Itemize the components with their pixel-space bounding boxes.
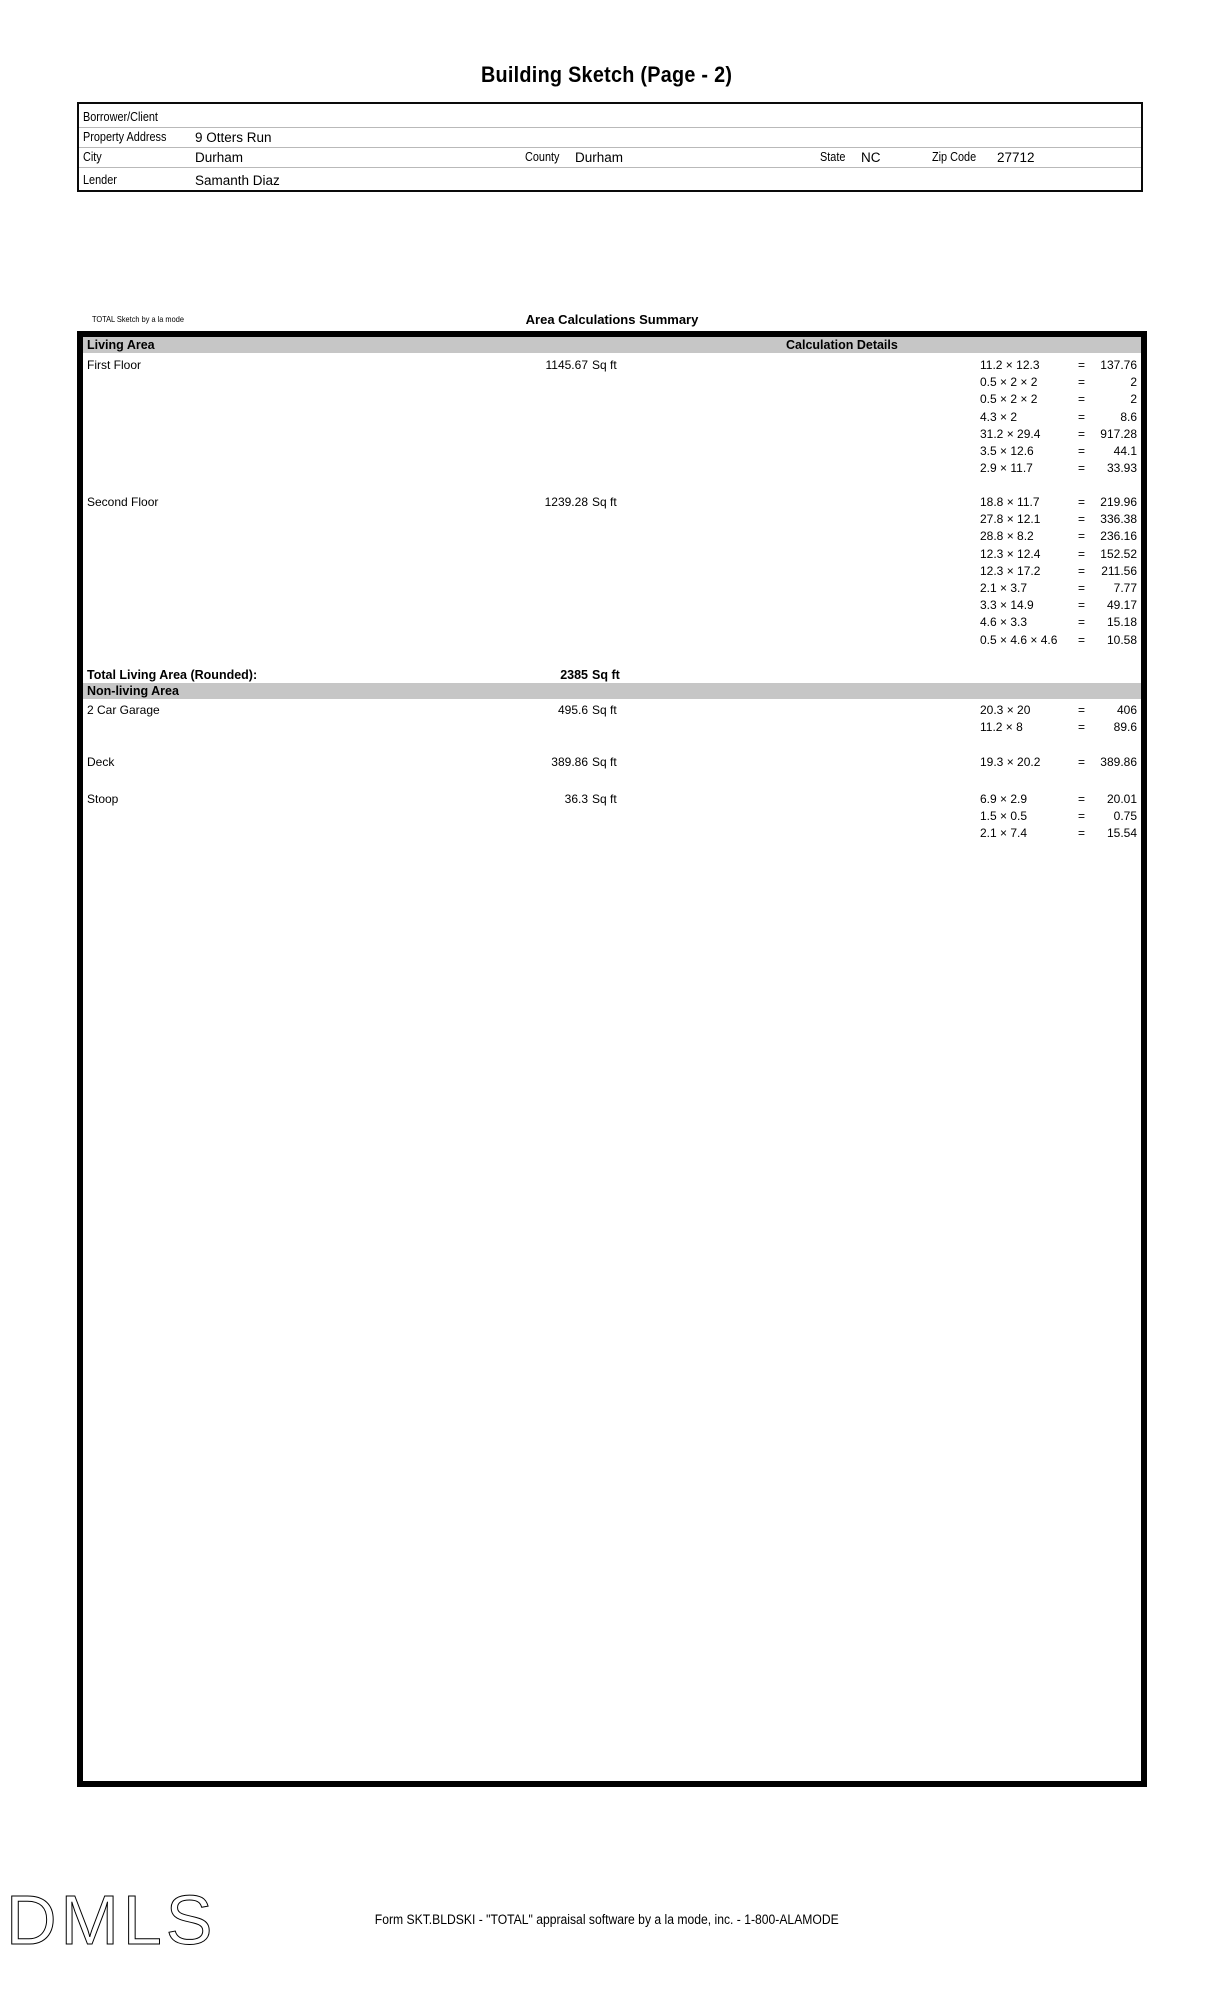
county-label: County bbox=[525, 150, 560, 164]
calc-line: 4.6 × 3.3 = 15.18 bbox=[980, 615, 1137, 630]
calc-line: 2.1 × 3.7 = 7.77 bbox=[980, 580, 1137, 595]
area-value-garage: 495.6 bbox=[557, 703, 588, 717]
calc-line: 3.3 × 14.9 = 49.17 bbox=[980, 598, 1137, 613]
calc-line: 28.8 × 8.2 = 236.16 bbox=[980, 529, 1137, 544]
area-unit-second-floor: Sq ft bbox=[592, 495, 617, 509]
area-calculations-summary-title: Area Calculations Summary bbox=[525, 312, 699, 327]
nonliving-area-header-bar bbox=[83, 683, 1141, 699]
calc-line: 27.8 × 12.1 = 336.38 bbox=[980, 512, 1137, 527]
state-label: State bbox=[820, 150, 846, 164]
area-unit-stoop: Sq ft bbox=[592, 792, 617, 806]
living-area-header-bar bbox=[83, 337, 1141, 353]
property-info-table bbox=[77, 102, 1143, 192]
calc-line: 18.8 × 11.7 = 219.96 bbox=[980, 495, 1137, 509]
borrower-row bbox=[79, 104, 1141, 127]
area-value-stoop: 36.3 bbox=[564, 792, 588, 806]
total-living-area-label: Total Living Area (Rounded): bbox=[87, 668, 258, 682]
calc-stack-garage bbox=[83, 703, 1141, 737]
zip-value: 27712 bbox=[997, 150, 1035, 165]
borrower-label: Borrower/Client bbox=[83, 110, 158, 124]
calc-line: 31.2 × 29.4 = 917.28 bbox=[980, 426, 1137, 441]
calc-line: 19.3 × 20.2 = 389.86 bbox=[980, 755, 1137, 769]
living-area-header: Living Area bbox=[87, 338, 155, 352]
area-unit-first-floor: Sq ft bbox=[592, 358, 617, 372]
lender-row bbox=[79, 168, 1141, 190]
page-title bbox=[0, 62, 1214, 88]
row-label-garage: 2 Car Garage bbox=[87, 703, 160, 717]
total-sketch-branding: TOTAL Sketch by a la mode bbox=[92, 314, 184, 324]
nonliving-area-header: Non-living Area bbox=[87, 684, 179, 698]
calc-line: 11.2 × 8 = 89.6 bbox=[980, 720, 1137, 735]
county-value: Durham bbox=[575, 150, 624, 165]
total-living-area-unit: Sq ft bbox=[592, 668, 620, 682]
calc-line: 2.9 × 11.7 = 33.93 bbox=[980, 461, 1137, 476]
area-value-first-floor: 1145.67 bbox=[545, 358, 588, 372]
calc-line: 0.5 × 2 × 2 = 2 bbox=[980, 375, 1137, 390]
zip-label: Zip Code bbox=[932, 150, 977, 164]
calc-stack-stoop bbox=[83, 792, 1141, 844]
calc-stack-first-floor bbox=[83, 358, 1141, 478]
area-calculations-box bbox=[77, 331, 1147, 1787]
calc-line: 2.1 × 7.4 = 15.54 bbox=[980, 826, 1137, 841]
calc-line: 4.3 × 2 = 8.6 bbox=[980, 409, 1137, 424]
calc-line: 12.3 × 12.4 = 152.52 bbox=[980, 546, 1137, 561]
footer-form-line: Form SKT.BLDSKI - "TOTAL" appraisal software by a la mode, inc. - 1-800-ALAMODE bbox=[375, 1912, 839, 1927]
calc-stack-deck bbox=[83, 755, 1141, 772]
calc-stack-second-floor bbox=[83, 495, 1141, 650]
address-label: Property Address bbox=[83, 130, 167, 144]
calc-line: 12.3 × 17.2 = 211.56 bbox=[980, 563, 1137, 578]
row-label-second-floor: Second Floor bbox=[87, 495, 159, 509]
dmls-logo-text: DMLS bbox=[6, 1882, 217, 1959]
calculation-details-header: Calculation Details bbox=[786, 338, 898, 352]
city-label: City bbox=[83, 150, 102, 164]
calc-line: 11.2 × 12.3 = 137.76 bbox=[980, 358, 1137, 372]
address-row bbox=[79, 128, 1141, 147]
lender-label: Lender bbox=[83, 173, 117, 187]
address-value: 9 Otters Run bbox=[195, 130, 272, 145]
state-value: NC bbox=[861, 150, 881, 165]
lender-value: Samanth Diaz bbox=[195, 173, 280, 188]
page-title-text: Building Sketch (Page - 2) bbox=[481, 62, 733, 87]
calc-line: 20.3 × 20 = 406 bbox=[980, 703, 1137, 717]
total-living-area-value: 2385 bbox=[560, 668, 588, 682]
row-label-stoop: Stoop bbox=[87, 792, 119, 806]
area-value-deck: 389.86 bbox=[551, 755, 588, 769]
calc-line: 6.9 × 2.9 = 20.01 bbox=[980, 792, 1137, 806]
calc-line: 0.5 × 2 × 2 = 2 bbox=[980, 392, 1137, 407]
area-unit-deck: Sq ft bbox=[592, 755, 617, 769]
city-value: Durham bbox=[195, 150, 244, 165]
city-row bbox=[79, 148, 1141, 167]
row-label-deck: Deck bbox=[87, 755, 115, 769]
row-label-first-floor: First Floor bbox=[87, 358, 141, 372]
area-unit-garage: Sq ft bbox=[592, 703, 617, 717]
area-value-second-floor: 1239.28 bbox=[544, 495, 588, 509]
calc-line: 0.5 × 4.6 × 4.6 = 10.58 bbox=[980, 632, 1137, 647]
calc-line: 1.5 × 0.5 = 0.75 bbox=[980, 809, 1137, 824]
calc-line: 3.5 × 12.6 = 44.1 bbox=[980, 443, 1137, 458]
